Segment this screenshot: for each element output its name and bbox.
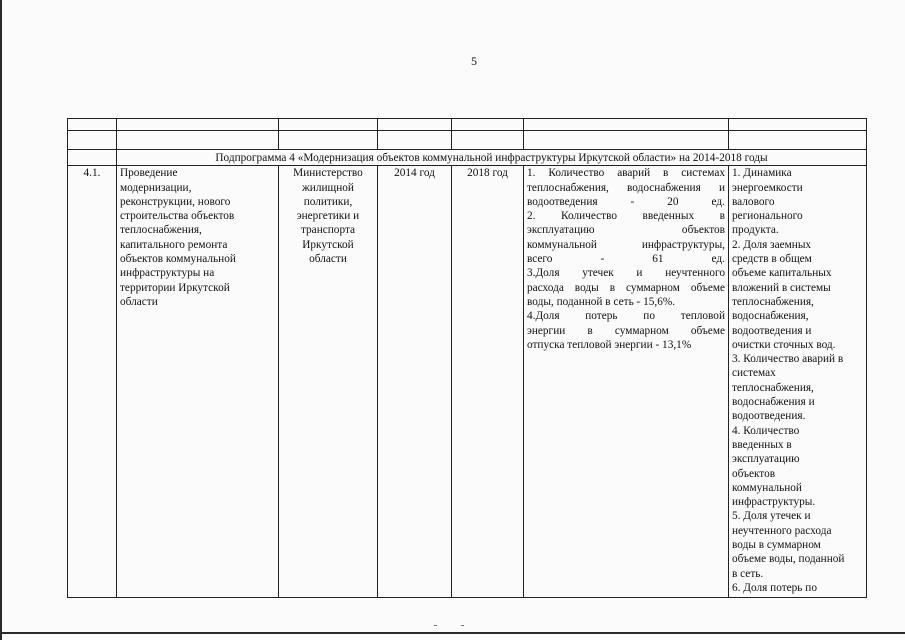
text-line: эксплуатацию xyxy=(732,453,800,466)
measure-name xyxy=(120,166,275,309)
text-line: в сеть. xyxy=(732,567,764,580)
text-line: транспорта xyxy=(300,224,356,237)
text-line: воды, поданной в сеть - 15,6%. xyxy=(527,295,676,308)
header-cell xyxy=(117,131,279,150)
text-line: территории Иркутской xyxy=(120,281,230,294)
measure-name-cell xyxy=(117,166,279,598)
text-line: Иркутской xyxy=(302,238,354,251)
text-line: энергоемкости xyxy=(732,181,803,194)
text-line: продукта. xyxy=(732,224,779,237)
text-line: капитального ремонта xyxy=(120,238,228,251)
program-table xyxy=(67,118,867,598)
executor-cell xyxy=(279,166,378,598)
text-line: области xyxy=(120,295,158,308)
text-line: 3.Доля утечек и неучтенного xyxy=(527,267,725,280)
text-line: теплоснабжения, xyxy=(732,381,814,394)
text-line: средств в общем xyxy=(732,253,812,266)
text-line: объектов xyxy=(732,467,776,480)
expected-results-cell xyxy=(524,166,729,598)
expected-results xyxy=(527,166,725,352)
text-line: валового xyxy=(732,195,775,208)
target-indicators xyxy=(732,166,863,595)
header-cell xyxy=(117,119,279,131)
scan-left-border xyxy=(0,0,2,640)
text-line: вложений в системы xyxy=(732,281,831,294)
text-line: строительства объектов xyxy=(120,210,235,223)
end-year: 2018 год xyxy=(452,166,524,598)
text-line: политики, xyxy=(303,195,353,208)
text-line: жилищной xyxy=(302,181,354,194)
text-line: 3. Количество аварий в xyxy=(732,353,844,366)
header-cell xyxy=(68,119,117,131)
text-line: 6. Доля потерь по xyxy=(732,581,817,594)
text-line: Проведение xyxy=(120,167,178,180)
text-line: введенных в xyxy=(732,438,792,451)
text-line: расхода воды в суммарном объеме xyxy=(527,281,725,294)
text-line: системах xyxy=(732,367,776,380)
text-line: Министерство xyxy=(293,167,363,180)
text-line: области xyxy=(309,253,347,266)
text-line: теплоснабжения, xyxy=(120,224,202,237)
text-line: очистки сточных вод. xyxy=(732,338,836,351)
text-line: инфраструктуры на xyxy=(120,267,215,280)
text-line: теплоснабжения, водоснабжения и xyxy=(527,181,725,194)
subprogram-title: Подпрограмма 4 «Модернизация объектов коммунальной инфраструктуры Иркутской области» на 2014-2018 годы xyxy=(117,150,867,166)
text-line: объектов коммунальной xyxy=(120,253,236,266)
text-line: водоотведения. xyxy=(732,410,806,423)
text-line: объеме воды, поданной xyxy=(732,553,845,566)
header-cell xyxy=(729,131,867,150)
text-line: инфраструктуры. xyxy=(732,496,816,509)
table-subheader-row xyxy=(68,131,867,150)
text-line: теплоснабжения, xyxy=(732,295,814,308)
text-line: энергетики и xyxy=(296,210,360,223)
text-line: энергии в суммарном объеме xyxy=(527,324,725,337)
header-cell xyxy=(524,131,729,150)
text-line: 5. Доля утечек и xyxy=(732,510,811,523)
page-number: 5 xyxy=(471,54,477,68)
text-line: 4.Доля потерь по тепловой xyxy=(527,310,725,323)
text-line: 2. Количество введенных в xyxy=(527,210,725,223)
header-cell xyxy=(729,119,867,131)
target-indicators-cell xyxy=(729,166,867,598)
text-line: водоотведения - 20 ед. xyxy=(527,195,725,208)
text-line: неучтенного расхода xyxy=(732,524,832,537)
text-line: водоснабжения и xyxy=(732,396,815,409)
text-line: 2. Доля заемных xyxy=(732,238,812,251)
text-line: эксплуатацию объектов xyxy=(527,224,725,237)
text-line: 1. Количество аварий в системах xyxy=(527,167,725,180)
header-cell xyxy=(524,119,729,131)
scan-speck xyxy=(461,625,464,626)
text-line: водоотведения и xyxy=(732,324,812,337)
text-line: воды в суммарном xyxy=(732,539,821,552)
header-cell xyxy=(378,119,452,131)
header-cell xyxy=(279,131,378,150)
row-number: 4.1. xyxy=(68,166,117,598)
row-number-cell xyxy=(68,150,117,166)
header-cell xyxy=(378,131,452,150)
scan-speck xyxy=(434,625,437,626)
text-line: коммунальной инфраструктуры, xyxy=(527,238,725,251)
text-line: регионального xyxy=(732,210,803,223)
text-line: коммунальной xyxy=(732,481,802,494)
table-header-row xyxy=(68,119,867,131)
text-line: 1. Динамика xyxy=(732,167,792,180)
text-line: модернизации, xyxy=(120,181,192,194)
executor xyxy=(282,166,374,266)
header-cell xyxy=(279,119,378,131)
header-cell xyxy=(452,119,524,131)
start-year: 2014 год xyxy=(378,166,452,598)
scan-bottom-border xyxy=(0,632,905,634)
header-cell xyxy=(68,131,117,150)
text-line: 4. Количество xyxy=(732,424,800,437)
header-cell xyxy=(452,131,524,150)
subprogram-title-row xyxy=(68,150,867,166)
text-line: водоснабжения, xyxy=(732,310,809,323)
text-line: реконструкции, нового xyxy=(120,195,231,208)
table-row xyxy=(68,166,867,598)
text-line: всего - 61 ед. xyxy=(527,253,725,266)
text-line: отпуска тепловой энергии - 13,1% xyxy=(527,338,692,351)
text-line: объеме капитальных xyxy=(732,267,832,280)
